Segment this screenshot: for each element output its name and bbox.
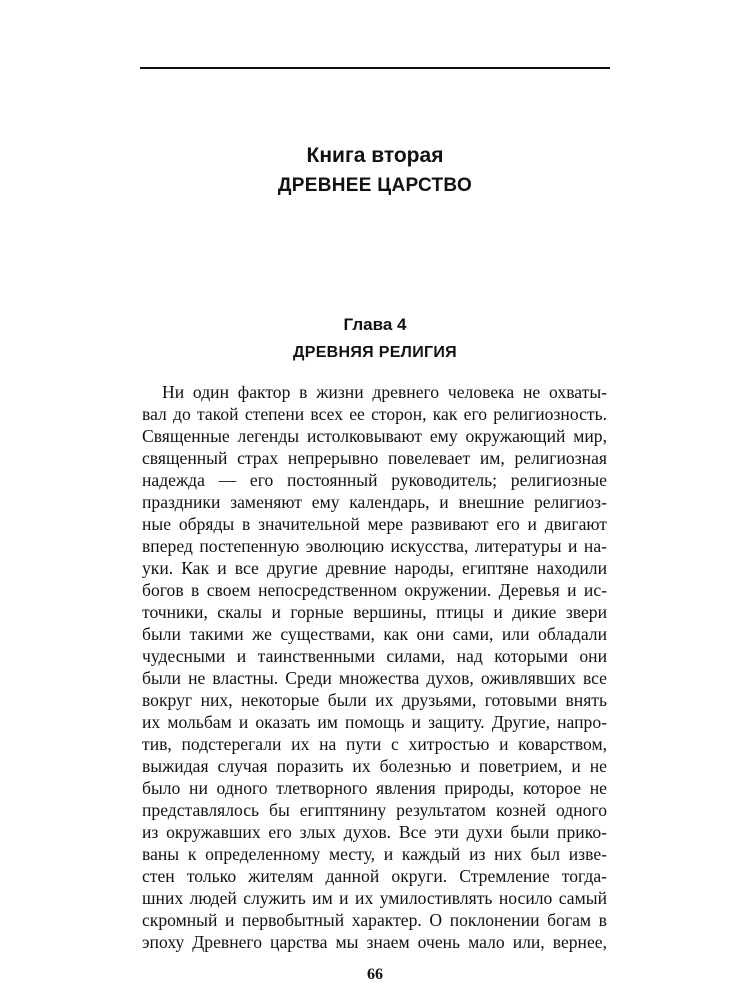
book-label: Книга вторая	[306, 144, 444, 167]
chapter-title: ДРЕВНЯЯ РЕЛИГИЯ	[293, 344, 457, 361]
body-text	[142, 381, 607, 953]
text-line: вокруг них, некоторые были их друзьями, готовыми внять	[142, 690, 607, 710]
text-line: эпоху Древнего царства мы знаем очень мало или, вернее,	[142, 932, 607, 952]
part-title: ДРЕВНЕЕ ЦАРСТВО	[277, 175, 473, 196]
text-line: выжидая случая поразить их болезнью и поветрием, и не	[142, 756, 607, 776]
text-line: священный страх непрерывно повелевает им, религиозная	[142, 448, 607, 468]
text-line: ваны к определенному месту, и каждый из них был изве-	[142, 844, 607, 864]
header-rule	[140, 67, 610, 69]
text-line: были такими же существами, как они сами, или обладали	[142, 624, 607, 644]
text-line: вал до такой степени всех ее сторон, как его религиозность.	[142, 404, 607, 424]
text-line: Ни один фактор в жизни древнего человека не охваты-	[162, 382, 607, 402]
text-line: надежда — его постоянный руководитель; религиозные	[142, 470, 607, 490]
chapter-label: Глава 4	[343, 315, 407, 334]
text-line: их мольбам и оказать им помощь и защиту. Другие, напро-	[142, 712, 607, 732]
text-line: из окружавших его злых духов. Все эти духи были прико-	[142, 822, 607, 842]
text-line: было ни одного тлетворного явления природы, которое не	[142, 778, 607, 798]
text-line: Священные легенды истолковывают ему окружающий мир,	[142, 426, 607, 446]
text-line: богов в своем непосредственном окружении. Деревья и ис-	[142, 580, 607, 600]
text-line: скромный и первобытный характер. О поклонении богам в	[142, 910, 607, 930]
text-line: шних людей служить им и их умилостивлять носило самый	[142, 888, 607, 908]
text-line: точники, скалы и горные вершины, птицы и дикие звери	[142, 602, 607, 622]
text-line: стен только жителям данной округи. Стремление тогда-	[142, 866, 607, 886]
text-line: ные обряды в значительной мере развивают его и двигают	[142, 514, 607, 534]
page-number: 66	[367, 966, 383, 983]
text-line: вперед постепенную эволюцию искусства, литературы и на-	[142, 536, 607, 556]
text-line: представлялось бы египтянину результатом козней одного	[142, 800, 607, 820]
text-line: уки. Как и все другие древние народы, египтяне находили	[142, 558, 607, 578]
text-line: были не властны. Среди множества духов, оживлявших все	[142, 668, 607, 688]
text-line: праздники заменяют ему календарь, и внешние религиоз-	[142, 492, 607, 512]
text-line: чудесными и таинственными силами, над которыми они	[142, 646, 607, 666]
text-line: тив, подстерегали их на пути с хитростью и коварством,	[142, 734, 607, 754]
